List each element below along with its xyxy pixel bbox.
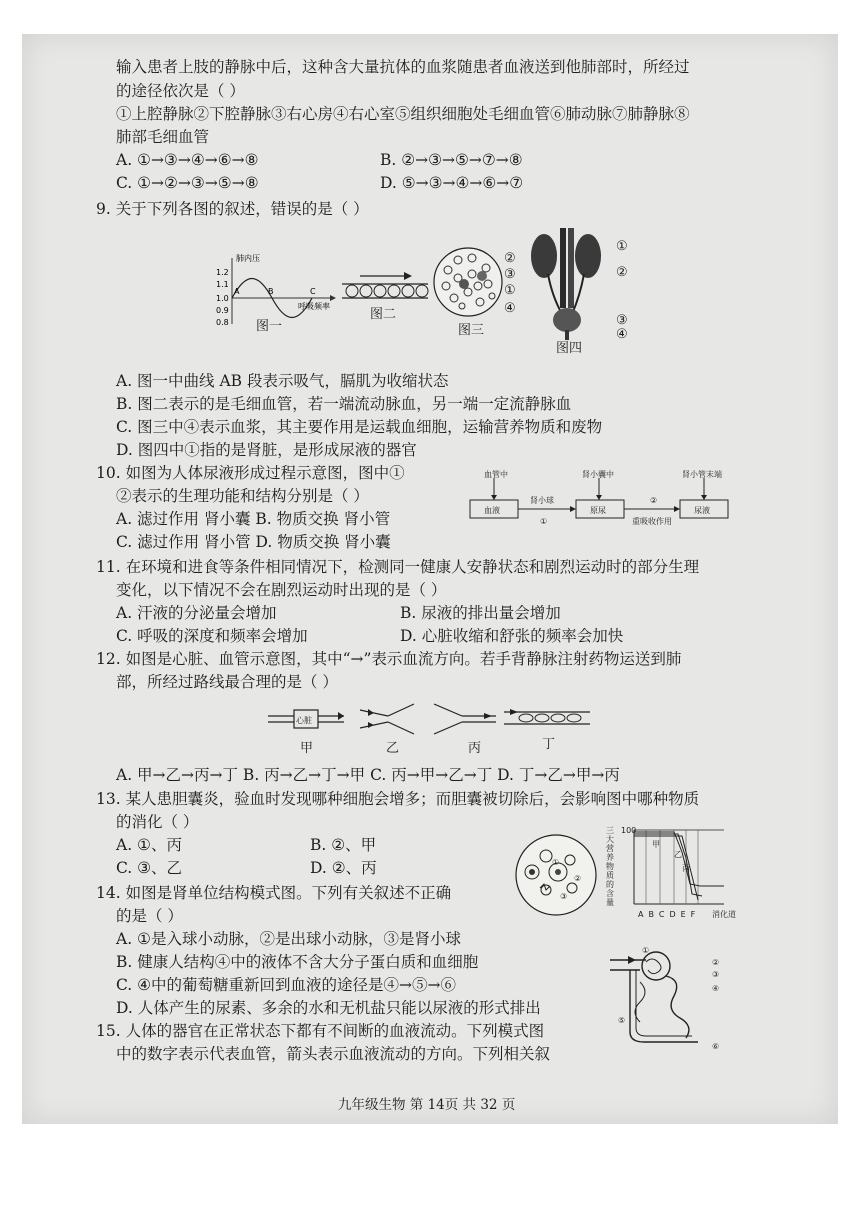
fig1-ytick: 0.9 (216, 306, 229, 315)
fig3-label: ③ (504, 267, 516, 282)
q11-option-b: B. 尿液的排出量会增加 (400, 604, 561, 622)
q15-stem-line1: 15. 人体的器官在正常状态下都有不间断的血液流动。下列模式图 (96, 1022, 545, 1040)
nephron-label: ① (642, 946, 650, 955)
chart-series-label: 丙 (682, 864, 690, 873)
q13-cell-label: ③ (560, 892, 568, 901)
q11-option-a: A. 汗液的分泌量会增加 (116, 604, 277, 622)
flow-box-urine: 尿液 (694, 506, 710, 515)
flow-mid-label: 肾小球 (530, 496, 554, 505)
q13-stem-line1: 13. 某人患胆囊炎，验血时发现哪种细胞会增多；而胆囊被切除后，会影响图中哪种物质 (96, 790, 700, 808)
q8-stem-line4: 肺部毛细血管 (116, 128, 210, 146)
q8-option-d: D. ⑤→③→④→⑥→⑦ (380, 174, 524, 192)
q14-option-a: A. ①是入球小动脉，②是出球小动脉，③是肾小球 (116, 930, 461, 948)
q12-label-ding: 丁 (542, 737, 556, 752)
chart-xend-label: 消化道 (712, 910, 736, 919)
fig1-ylabel: 肺内压 (236, 254, 260, 263)
fig3-label: ② (504, 251, 516, 266)
q12-label-jia: 甲 (300, 741, 314, 756)
q12-stem-line2: 部，所经过路线最合理的是（ ） (116, 673, 338, 691)
fig4-label: ③ (616, 313, 628, 328)
q13-stem-line2: 的消化（ ） (116, 813, 199, 831)
q13-option-d: D. ②、丙 (310, 859, 377, 877)
flow-box-primary-urine: 原尿 (590, 506, 606, 515)
nephron-figure (606, 942, 710, 1050)
figure-3-blood-smear (432, 246, 504, 318)
page-footer: 九年级生物 第 14页 共 32 页 (338, 1097, 516, 1113)
q11-option-d: D. 心脏收缩和舒张的频率会加快 (400, 627, 624, 645)
chart-xlabels: ABCDEF (638, 910, 701, 919)
figure-4-urinary-system (522, 226, 612, 342)
fig3-caption: 图三 (458, 323, 485, 338)
flow-box-blood: 血液 (484, 506, 500, 515)
q9-option-d: D. 图四中①指的是肾脏，是形成尿液的器官 (116, 441, 417, 459)
fig4-caption: 图四 (556, 341, 583, 356)
q8-option-c: C. ①→②→③→⑤→⑧ (116, 174, 259, 192)
fig1-ytick: 0.8 (216, 318, 229, 327)
flow-number-1: ① (540, 517, 548, 526)
flow-number-2: ② (650, 496, 658, 505)
nephron-label: ② (712, 958, 720, 967)
nephron-label: ⑥ (712, 1042, 720, 1051)
q12-stem-line1: 12. 如图是心脏、血管示意图，其中“→”表示血流方向。若手背静脉注射药物运送到肺 (96, 650, 682, 668)
fig1-point-c: C (310, 287, 316, 296)
fig3-label: ④ (504, 301, 516, 316)
q13-option-a: A. ①、丙 (116, 836, 182, 854)
fig1-point-a: A (234, 287, 240, 296)
fig1-ytick: 1.2 (216, 268, 229, 277)
flow-top-label: 血管中 (484, 470, 508, 479)
q13-cell-label: ② (574, 874, 582, 883)
fig1-ytick: 1.0 (216, 294, 229, 303)
q10-stem-line2: ②表示的生理功能和结构分别是（ ） (116, 487, 369, 505)
q12-options: A. 甲→乙→丙→丁 B. 丙→乙→丁→甲 C. 丙→甲→乙→丁 D. 丁→乙→甲→丙 (116, 766, 620, 784)
q13-blood-cells-figure (510, 832, 606, 918)
fig4-label: ④ (616, 327, 628, 342)
q14-stem-line2: 的是（ ） (116, 907, 183, 925)
fig1-caption: 图一 (256, 319, 283, 334)
fig4-label: ② (616, 265, 628, 280)
q13-cell-label: ① (552, 858, 560, 867)
figure-2-capillary (340, 268, 430, 308)
fig1-point-b: B (268, 287, 274, 296)
nephron-label: ⑤ (618, 1016, 626, 1025)
q9-stem: 9. 关于下列各图的叙述，错误的是（ ） (96, 200, 369, 218)
chart-series-label: 乙 (674, 850, 682, 859)
q10-stem-line1: 10. 如图为人体尿液形成过程示意图，图中① (96, 464, 405, 482)
q9-option-c: C. 图三中④表示血浆，其主要作用是运载血细胞，运输营养物质和废物 (116, 418, 603, 436)
flow-mid-label: 重吸收作用 (632, 517, 672, 526)
chart-ylabel: 三大营养物质的含量 (606, 826, 614, 907)
nephron-label: ③ (712, 970, 720, 979)
nephron-label: ④ (712, 984, 720, 993)
fig2-caption: 图二 (370, 307, 397, 322)
q14-option-b: B. 健康人结构④中的液体不含大分子蛋白质和血细胞 (116, 953, 479, 971)
q9-option-a: A. 图一中曲线 AB 段表示吸气，膈肌为收缩状态 (116, 372, 449, 390)
q8-option-b: B. ②→③→⑤→⑦→⑧ (380, 151, 523, 169)
q14-stem-line1: 14. 如图是肾单位结构模式图。下列有关叙述不正确 (96, 884, 452, 902)
flow-top-label: 肾小囊中 (582, 470, 614, 479)
q12-heart-label: 心脏 (296, 716, 312, 725)
q10-options-cd: C. 滤过作用 肾小管 D. 物质交换 肾小囊 (116, 533, 391, 551)
fig4-label: ① (616, 239, 628, 254)
q8-option-a: A. ①→③→④→⑥→⑧ (116, 151, 259, 169)
q11-stem-line1: 11. 在环境和进食等条件相同情况下，检测同一健康人安静状态和剧烈运动时的部分生理 (96, 558, 700, 576)
q10-options-ab: A. 滤过作用 肾小囊 B. 物质交换 肾小管 (116, 510, 391, 528)
fig1-ytick: 1.1 (216, 280, 229, 289)
q11-stem-line2: 变化，以下情况不会在剧烈运动时出现的是（ ） (116, 581, 447, 599)
fig3-label: ① (504, 283, 516, 298)
q8-stem-line2: 的途径依次是（ ） (116, 82, 245, 100)
flow-top-label: 肾小管末端 (682, 470, 722, 479)
q14-option-c: C. ④中的葡萄糖重新回到血液的途径是④→⑤→⑥ (116, 976, 457, 994)
fig1-xlabel: 呼吸频率 (298, 302, 330, 311)
q9-option-b: B. 图二表示的是毛细血管，若一端流动脉血，另一端一定流静脉血 (116, 395, 572, 413)
q8-stem-line1: 输入患者上肢的静脉中后，这种含大量抗体的血浆随患者血液送到他肺部时，所经过 (116, 58, 690, 76)
q12-label-yi: 乙 (386, 741, 400, 756)
q8-stem-line3: ①上腔静脉②下腔静脉③右心房④右心室⑤组织细胞处毛细血管⑥肺动脉⑦肺静脉⑧ (116, 105, 690, 123)
q15-stem-line2: 中的数字表示代表血管，箭头表示血液流动的方向。下列相关叙 (116, 1045, 551, 1063)
chart-ymax: 100 (621, 826, 637, 835)
q11-option-c: C. 呼吸的深度和频率会增加 (116, 627, 308, 645)
q13-option-c: C. ③、乙 (116, 859, 183, 877)
q13-option-b: B. ②、甲 (310, 836, 377, 854)
q14-option-d: D. 人体产生的尿素、多余的水和无机盐只能以尿液的形式排出 (116, 999, 541, 1017)
q12-label-bing: 丙 (468, 741, 482, 756)
chart-series-label: 甲 (652, 840, 660, 849)
